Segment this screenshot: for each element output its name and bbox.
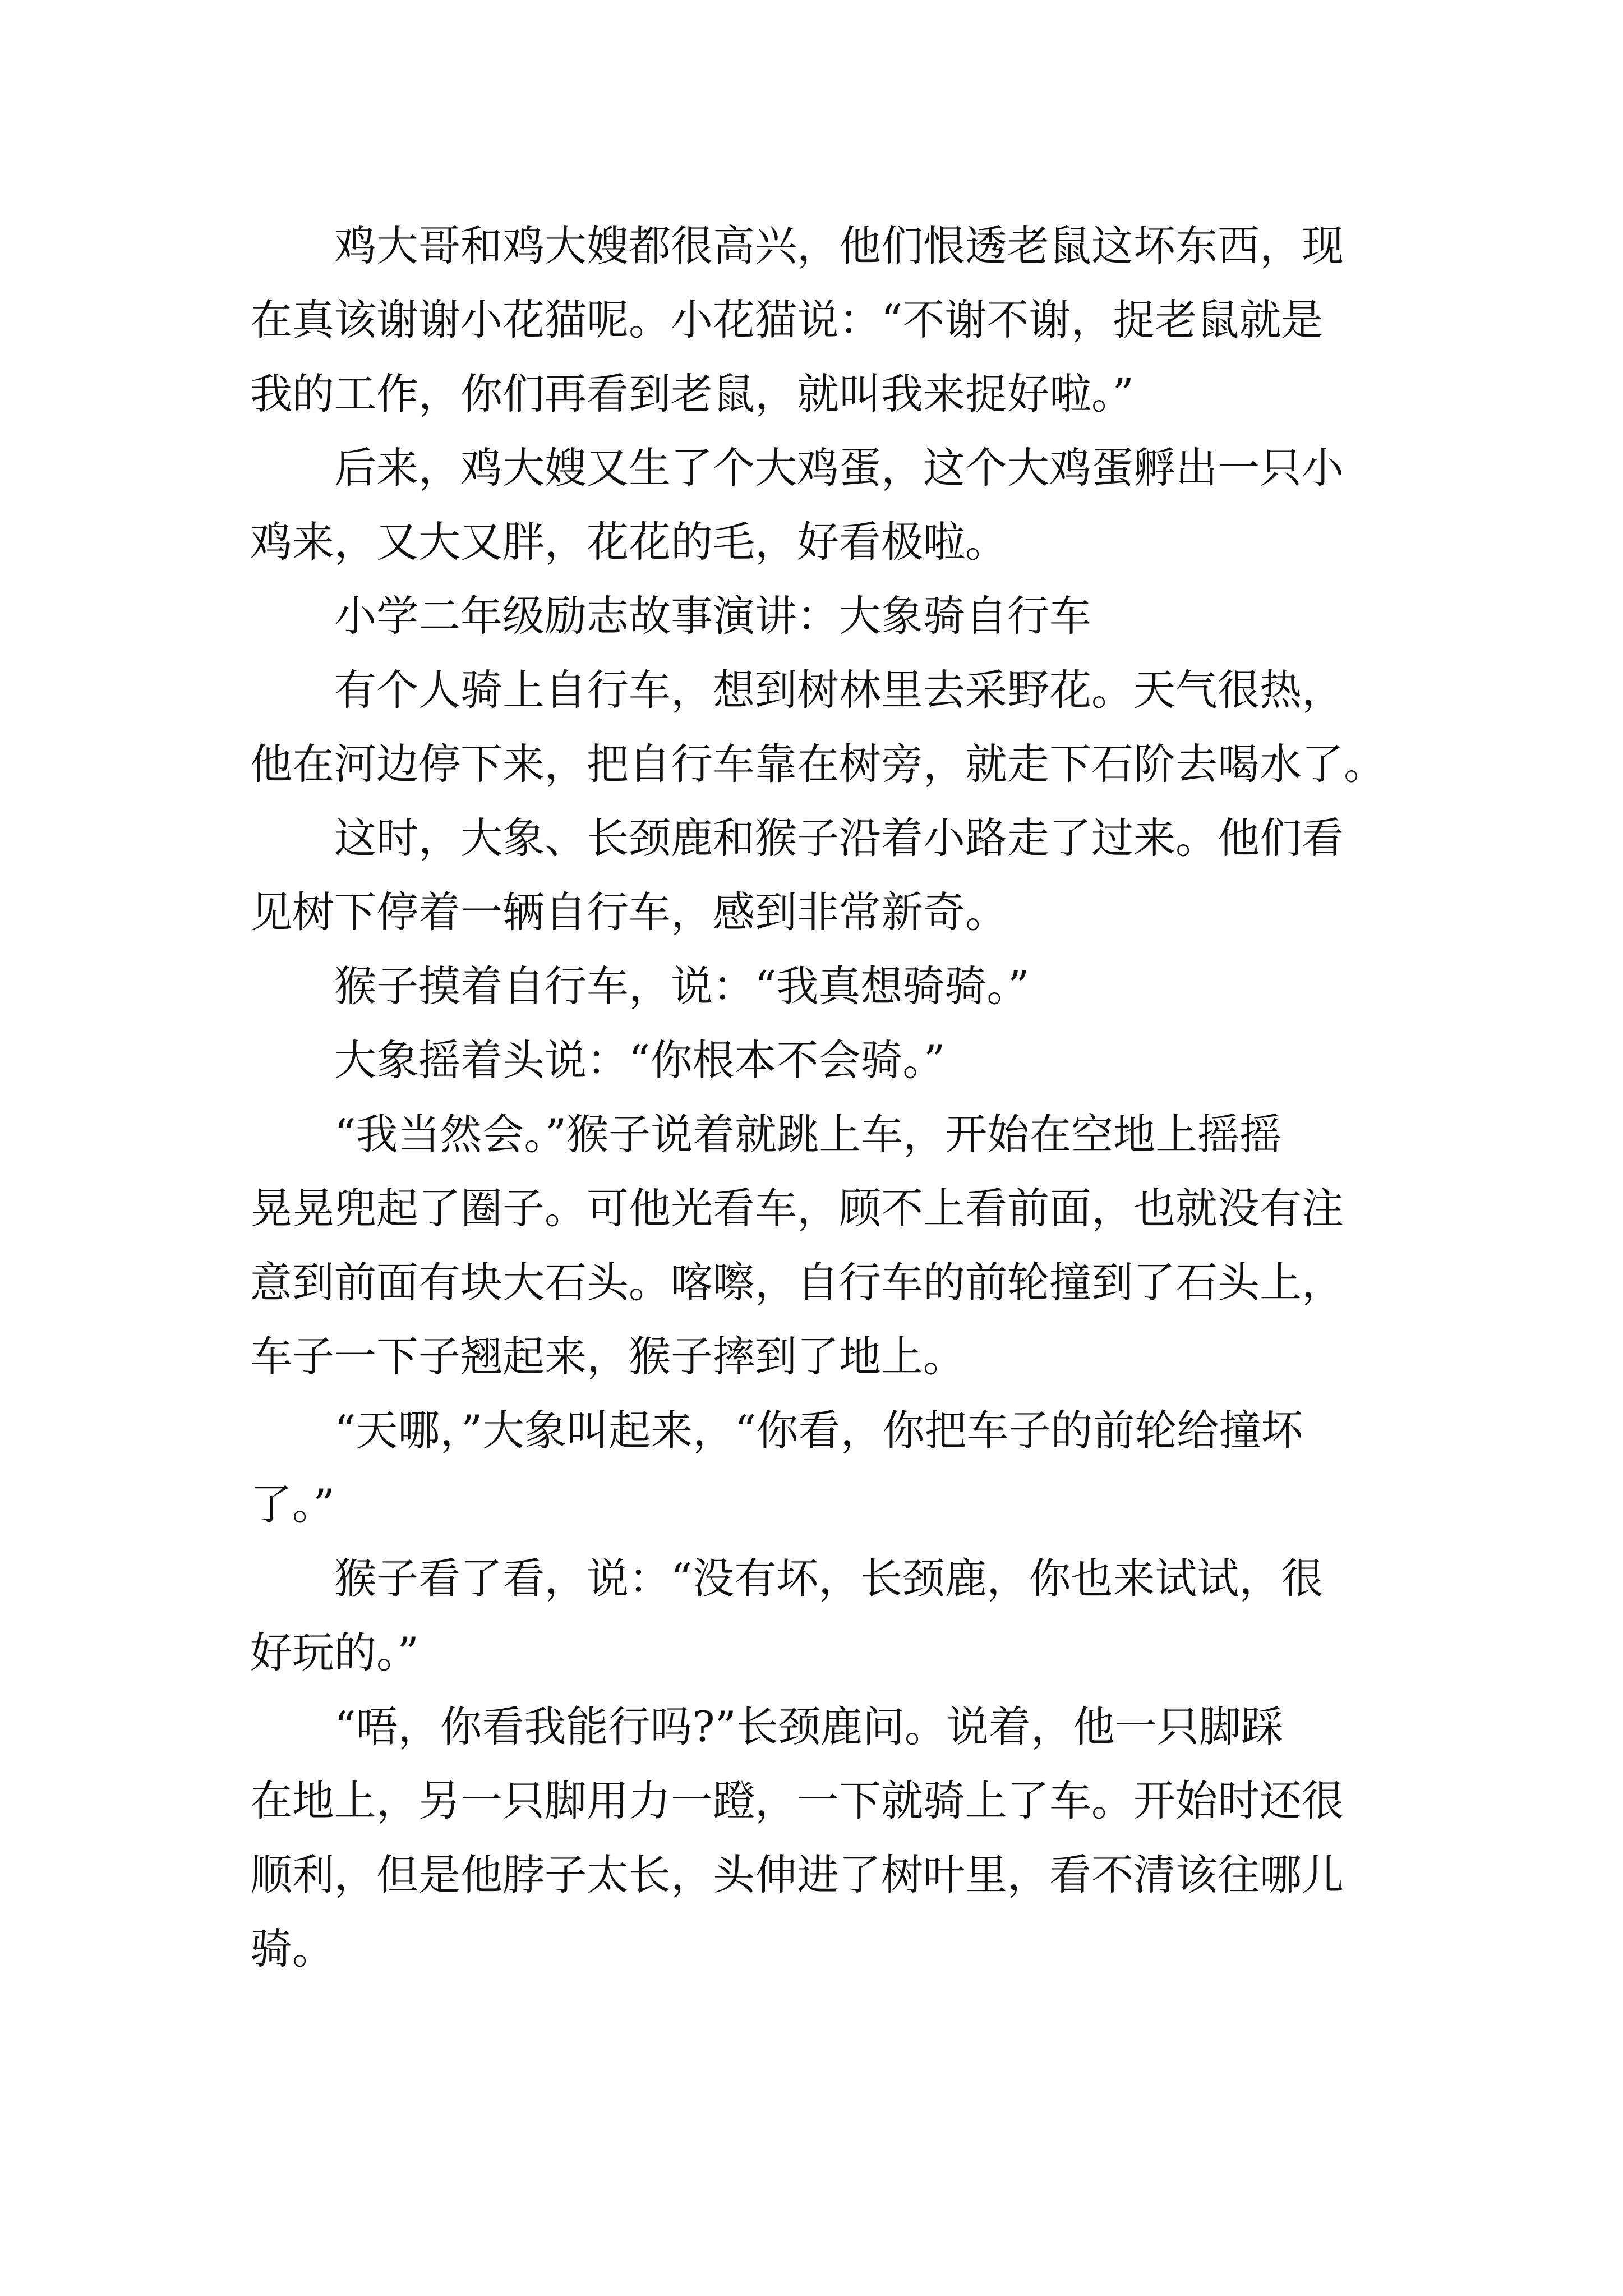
text-line: 鸡来，又大又胖，花花的毛，好看极啦。 xyxy=(250,517,1008,567)
text-line: 他在河边停下来，把自行车靠在树旁，就走下石阶去喝水了。 xyxy=(250,739,1386,789)
text-line: 猴子摸着自行车，说：“我真想骑骑。” xyxy=(334,961,1030,1011)
text-line: 这时，大象、长颈鹿和猴子沿着小路走了过来。他们看 xyxy=(334,813,1344,863)
text-line: “天哪，”大象叫起来，“你看，你把车子的前轮给撞坏 xyxy=(334,1406,1303,1455)
text-line: 猴子看了看，说：“没有坏，长颈鹿，你也来试试，很 xyxy=(334,1554,1324,1603)
text-line: 意到前面有块大石头。喀嚓，自行车的前轮撞到了石头上， xyxy=(250,1258,1344,1307)
text-line: 在地上，另一只脚用力一蹬，一下就骑上了车。开始时还很 xyxy=(250,1776,1344,1825)
text-line: 在真该谢谢小花猫呢。小花猫说：“不谢不谢，捉老鼠就是 xyxy=(250,295,1324,344)
text-line: 我的工作，你们再看到老鼠，就叫我来捉好啦。” xyxy=(250,369,1134,418)
text-line: “我当然会。”猴子说着就跳上车，开始在空地上摇摇 xyxy=(334,1110,1282,1159)
text-line: 有个人骑上自行车，想到树林里去采野花。天气很热， xyxy=(334,665,1344,715)
text-line: 见树下停着一辆自行车，感到非常新奇。 xyxy=(250,887,1008,937)
text-line: 顺利，但是他脖子太长，头伸进了树叶里，看不清该往哪儿 xyxy=(250,1850,1344,1899)
text-line: 骑。 xyxy=(250,1924,335,1973)
text-line: “唔，你看我能行吗?”长颈鹿问。说着，他一只脚踩 xyxy=(334,1702,1283,1751)
text-line: 了。” xyxy=(250,1480,335,1529)
text-line: 车子一下子翘起来，猴子摔到了地上。 xyxy=(250,1332,966,1381)
text-line: 鸡大哥和鸡大嫂都很高兴，他们恨透老鼠这坏东西，现 xyxy=(334,221,1344,270)
text-line: 后来，鸡大嫂又生了个大鸡蛋，这个大鸡蛋孵出一只小 xyxy=(334,443,1344,493)
text-line: 晃晃兜起了圈子。可他光看车，顾不上看前面，也就没有注 xyxy=(250,1184,1344,1233)
section-title: 小学二年级励志故事演讲：大象骑自行车 xyxy=(334,591,1092,641)
text-line: 大象摇着头说：“你根本不会骑。” xyxy=(334,1036,946,1085)
text-line: 好玩的。” xyxy=(250,1628,419,1677)
